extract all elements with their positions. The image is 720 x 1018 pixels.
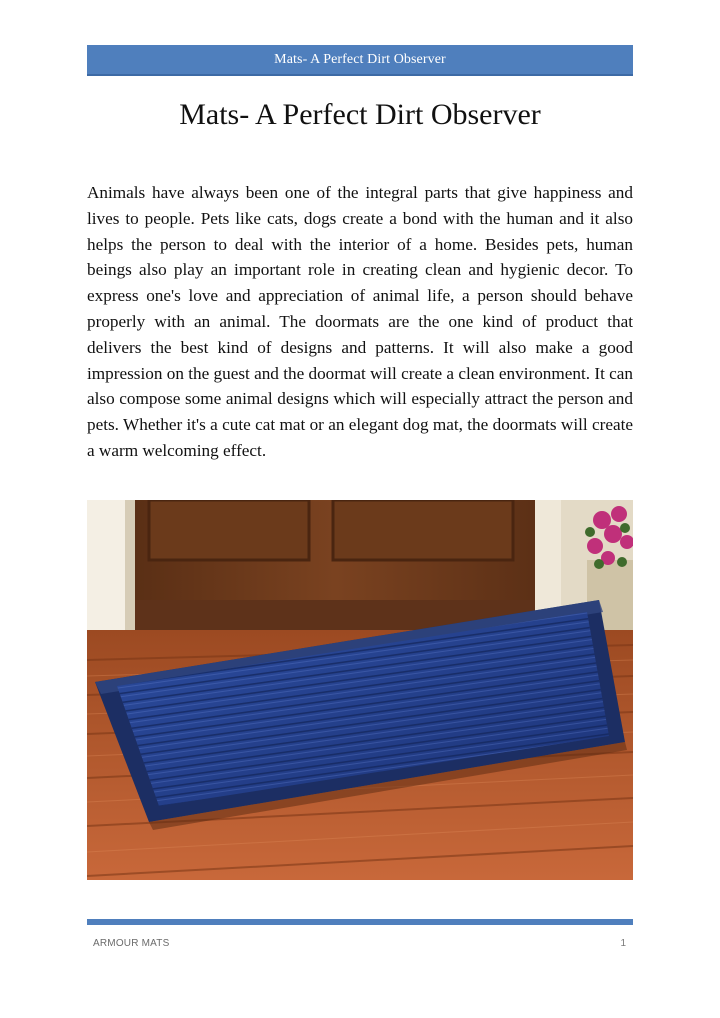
footer-rule	[87, 919, 633, 925]
running-header	[87, 45, 633, 76]
page-number: 1	[620, 938, 626, 949]
footer-brand: ARMOUR MATS	[93, 938, 170, 949]
running-header-title: Mats- A Perfect Dirt Observer	[274, 51, 446, 67]
document-title: Mats- A Perfect Dirt Observer	[179, 98, 541, 131]
doormat-photo	[87, 500, 633, 880]
body-paragraph: Animals have always been one of the integral parts that give happiness and lives to people. Pets like cats, dogs create a bond with the human and it also helps the person to deal with the interior of a home. Besides pets, human beings also play an important role in creating clean and hygienic decor. To express one's love and appreciation of animal life, a person should behave properly with an animal. The doormats are the one kind of product that delivers the best kind of designs and patterns. It will also make a good impression on the guest and the doormat will create a clean environment. It can also compose some animal designs which will especially attract the person and pets. Whether it's a cute cat mat or an elegant dog mat, the doormats will create a warm welcoming effect.	[87, 183, 633, 460]
